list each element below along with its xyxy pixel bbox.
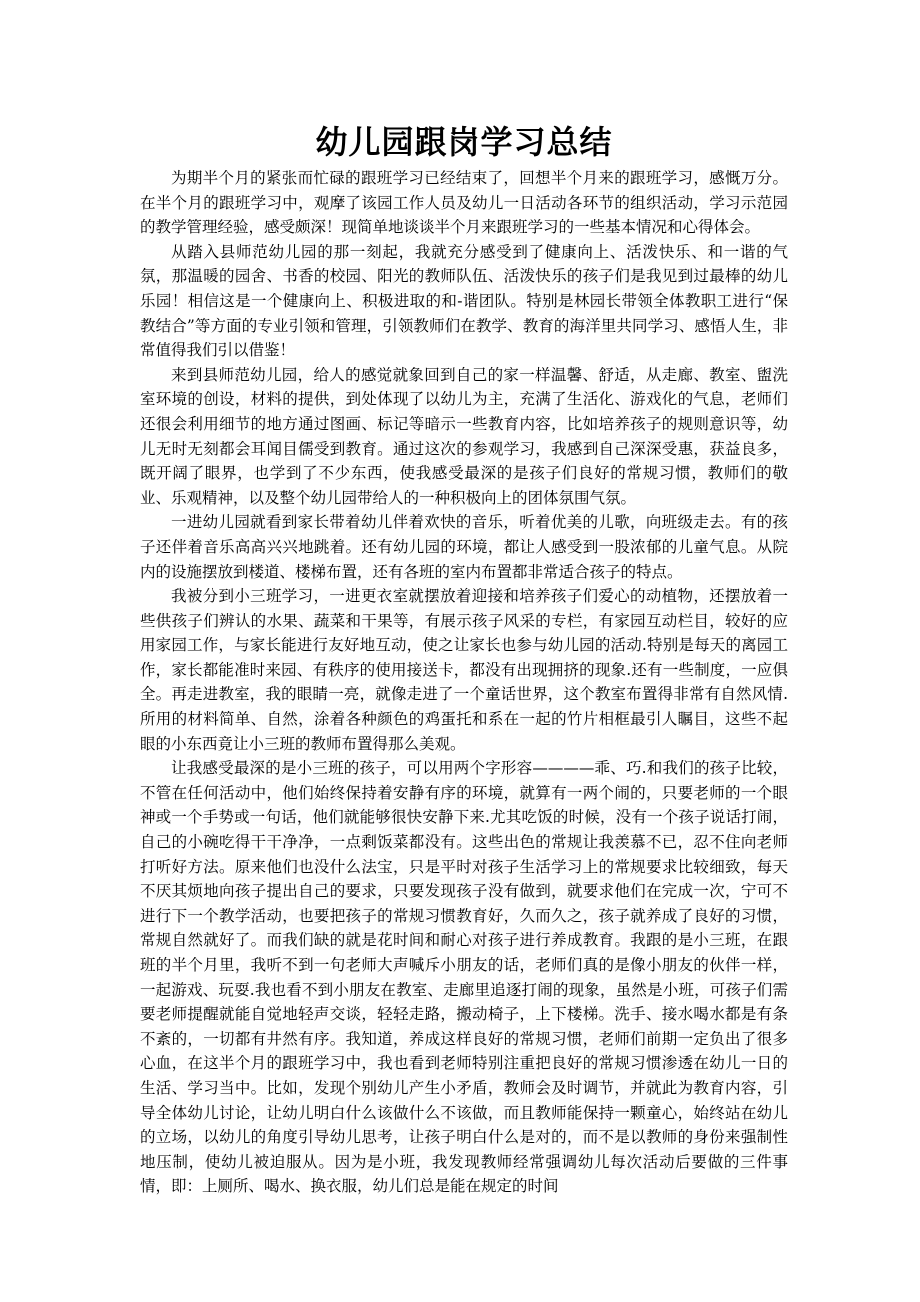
paragraph-5: 我被分到小三班学习，一进更衣室就摆放着迎接和培养孩子们爱心的动植物，还摆放着一些供孩子们辨认的水果、蔬菜和干果等，有展示孩子风采的专栏，有家园互动栏目，较好的应用家园工作，与家长能进行友好地互动，使之让家长也参与幼儿园的活动.特别是每天的离园工作，家长都能准时来园、有秩序的使用接送卡，都没有出现拥挤的现象.还有一些制度，一应俱全。再走进教室，我的眼睛一亮，就像走进了一个童话世界，这个教室布置得非常有自然风情.所用的材料简单、自然，涂着各种颜色的鸡蛋托和系在一起的竹片相框最引人瞩目，这些不起眼的小东西竟让小三班的教师布置得那么美观。 (140, 587, 788, 753)
paragraph-6: 让我感受最深的是小三班的孩子，可以用两个字形容————乖、巧.和我们的孩子比较，不管在任何活动中，他们始终保持着安静有序的环境，就算有一两个闹的，只要老师的一个眼神或一个手势或一句话，他们就能够很快安静下来.尤其吃饭的时候，没有一个孩子说话打闹，自己的小碗吃得干干净净，一点剩饭菜都没有。这些出色的常规让我羡慕不已，忍不住向老师打听好方法。原来他们也没什么法宝，只是平时对孩子生活学习上的常规要求比较细致，每天不厌其烦地向孩子提出自己的要求，只要发现孩子没有做到，就要求他们在完成一次，宁可不进行下一个教学活动，也要把孩子的常规习惯教育好，久而久之，孩子就养成了良好的习惯，常规自然就好了。而我们缺的就是花时间和耐心对孩子进行养成教育。我跟的是小三班，在跟班的半个月里，我听不到一句老师大声喊斥小朋友的话，老师们真的是像小朋友的伙伴一样，一起游戏、玩耍.我也看不到小朋友在教室、走廊里追逐打闹的现象，虽然是小班，可孩子们需要老师提醒就能自觉地轻声交谈，轻轻走路，搬动椅子，上下楼梯。洗手、接水喝水都是有条不紊的，一切都有井然有序。我知道，养成这样良好的常规习惯，老师们前期一定负出了很多心血，在这半个月的跟班学习中，我也看到老师特别注重把良好的常规习惯渗透在幼儿一日的生活、学习当中。比如，发现个别幼儿产生小矛盾，教师会及时调节，并就此为教育内容，引导全体幼儿讨论，让幼儿明白什么该做什么不该做，而且教师能保持一颗童心，始终站在幼儿的立场，以幼儿的角度引导幼儿思考，让孩子明白什么是对的，而不是以教师的身份来强制性地压制，使幼儿被迫服从。因为是小班，我发现教师经常强调幼儿每次活动后要做的三件事情，即：上厕所、喝水、换衣服，幼儿们总是能在规定的时间 (140, 759, 788, 1196)
paragraph-3: 来到县师范幼儿园，给人的感觉就象回到自己的家一样温馨、舒适，从走廊、教室、盥洗室环境的创设，材料的提供，到处体现了以幼儿为主，充满了生活化、游戏化的气息，老师们还很会利用细节的地方通过图画、标记等暗示一些教育内容，比如培养孩子的规则意识等，幼儿无时无刻都会耳闻目儒受到教育。通过这次的参观学习，我感到自己深深受惠，获益良多，既开阔了眼界，也学到了不少东西，使我感受最深的是孩子们良好的常规习惯，教师们的敬业、乐观精神，以及整个幼儿园带给人的一种积极向上的团体氛围气氛。 (140, 365, 788, 507)
document-title: 幼儿园跟岗学习总结 (315, 123, 613, 161)
paragraph-4: 一进幼儿园就看到家长带着幼儿伴着欢快的音乐，听着优美的儿歌，向班级走去。有的孩子还伴着音乐高高兴兴地跳着。还有幼儿园的环境，都让人感受到一股浓郁的儿童气息。从院内的设施摆放到楼道、楼梯布置，还有各班的室内布置都非常适合孩子的特点。 (140, 513, 788, 581)
paragraph-1: 为期半个月的紧张而忙碌的跟班学习已经结束了，回想半个月来的跟班学习，感慨万分。在半个月的跟班学习中，观摩了该园工作人员及幼儿一日活动各环节的组织活动，学习示范园的教学管理经验，感受颇深！现简单地谈谈半个月来跟班学习的一些基本情况和心得体会。 (140, 169, 788, 237)
paragraph-2: 从踏入县师范幼儿园的那一刻起，我就充分感受到了健康向上、活泼快乐、和一谐的气氛，那温暖的园舍、书香的校园、阳光的教师队伍、活泼快乐的孩子们是我见到过最棒的幼儿乐园！相信这是一个健康向上、积极进取的和-谐团队。特别是林园长带领全体教职工进行“保教结合”等方面的专业引领和管理，引领教师们在教学、教育的海洋里共同学习、感悟人生，非常值得我们引以借鉴！ (140, 242, 788, 360)
document-page (140, 118, 788, 1199)
